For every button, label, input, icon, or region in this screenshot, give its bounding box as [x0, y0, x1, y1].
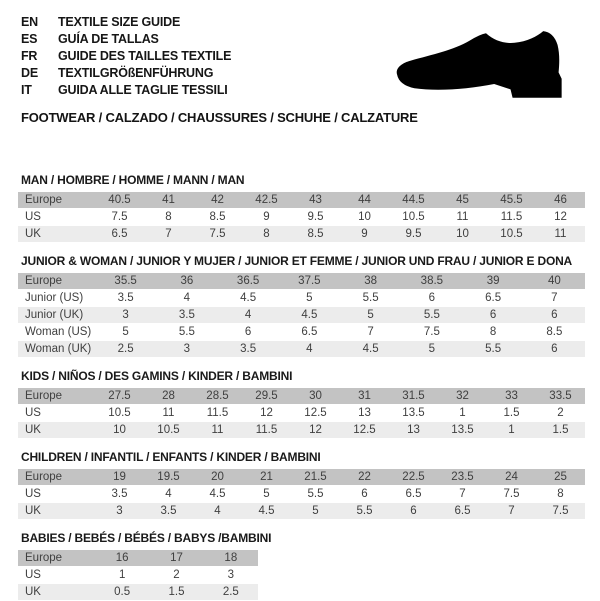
size-value: 22 — [358, 471, 371, 483]
size-value: 4.5 — [240, 292, 257, 304]
size-table-man — [18, 192, 585, 243]
size-table-babies — [18, 550, 258, 601]
size-value: 4.5 — [209, 488, 226, 500]
size-value: 1.5 — [503, 407, 520, 419]
size-value: 1 — [459, 407, 466, 419]
size-value: 45.5 — [500, 194, 523, 206]
size-value: 18 — [224, 552, 238, 564]
size-section-kids — [18, 370, 585, 439]
size-value: 28.5 — [206, 390, 229, 402]
size-value: 5 — [367, 309, 374, 321]
size-table-row — [18, 503, 585, 520]
size-value: 21 — [260, 471, 273, 483]
size-value: 12 — [554, 211, 567, 223]
row-label: US — [25, 488, 41, 500]
size-value: 6 — [244, 326, 252, 338]
size-value: 13.5 — [451, 424, 474, 436]
language-code: ES — [21, 31, 38, 46]
size-value: 2.5 — [222, 586, 239, 598]
size-value: 24 — [505, 471, 518, 483]
size-value: 1 — [508, 424, 515, 436]
size-value: 8 — [165, 211, 172, 223]
size-value: 29.5 — [255, 390, 278, 402]
size-value: 3 — [116, 505, 123, 517]
size-value: 3.5 — [111, 488, 128, 500]
size-value: 11 — [456, 211, 469, 223]
language-code: FR — [21, 48, 38, 63]
size-value: 38.5 — [420, 275, 444, 287]
size-value: 35.5 — [114, 275, 137, 287]
size-table-row — [18, 550, 258, 567]
row-label: Europe — [25, 275, 63, 287]
size-value: 10.5 — [500, 228, 523, 240]
size-table-row — [18, 405, 585, 422]
size-value: 37.5 — [298, 275, 321, 287]
size-value: 7.5 — [552, 505, 569, 517]
size-value: 11.5 — [255, 424, 278, 436]
size-value: 6 — [428, 292, 436, 304]
size-value: 7 — [459, 488, 466, 500]
size-value: 4 — [306, 343, 313, 355]
size-value: 5.5 — [178, 326, 195, 338]
size-value: 8 — [263, 228, 270, 240]
size-value: 19 — [113, 471, 126, 483]
size-value: 25 — [554, 471, 567, 483]
size-value: 6 — [551, 309, 558, 321]
size-value: 4.5 — [258, 505, 275, 517]
size-table-row — [18, 192, 585, 209]
size-value: 33.5 — [549, 390, 572, 402]
size-value: 23.5 — [451, 471, 474, 483]
size-value: 3 — [183, 343, 191, 355]
size-section-man — [18, 174, 585, 243]
size-value: 1.5 — [168, 586, 185, 598]
size-table-junior-woman — [18, 273, 585, 358]
size-value: 44 — [358, 194, 371, 206]
size-value: 5.5 — [423, 309, 440, 321]
size-value: 8 — [557, 488, 564, 500]
size-value: 7 — [367, 326, 374, 338]
row-label: Junior (US) — [25, 292, 84, 304]
row-label: UK — [25, 505, 41, 517]
size-value: 42 — [211, 194, 224, 206]
size-value: 46 — [554, 194, 567, 206]
category-line: FOOTWEAR / CALZADO / CHAUSSURES / SCHUHE / CALZATURE — [21, 110, 418, 125]
size-value: 16 — [115, 552, 129, 564]
size-value: 3.5 — [240, 343, 257, 355]
size-value: 5 — [263, 488, 270, 500]
size-value: 10 — [456, 228, 469, 240]
size-value: 6.5 — [454, 505, 471, 517]
size-value: 32 — [456, 390, 469, 402]
size-table-row — [18, 341, 585, 358]
size-value: 30 — [309, 390, 322, 402]
size-table-row — [18, 273, 585, 290]
size-value: 3.5 — [178, 309, 195, 321]
shoe-icon-path — [397, 31, 562, 98]
size-value: 8.5 — [209, 211, 226, 223]
size-value: 7 — [165, 228, 172, 240]
size-section-children — [18, 451, 585, 520]
size-table-row — [18, 584, 258, 601]
size-value: 11 — [554, 228, 567, 240]
size-table-row — [18, 290, 585, 307]
section-title-junior-woman: JUNIOR & WOMAN / JUNIOR Y MUJER / JUNIOR ET FEMME / JUNIOR UND FRAU / JUNIOR E DONA — [21, 254, 573, 268]
size-value: 21.5 — [304, 471, 327, 483]
size-value: 5.5 — [356, 505, 373, 517]
language-code: IT — [21, 82, 32, 97]
shoe-icon-svg — [394, 28, 578, 102]
size-value: 40 — [547, 275, 561, 287]
size-value: 5 — [312, 505, 319, 517]
size-value: 11 — [211, 424, 224, 436]
size-value: 1.5 — [552, 424, 569, 436]
size-value: 7.5 — [111, 211, 128, 223]
row-label: Woman (UK) — [25, 343, 92, 355]
size-value: 12.5 — [353, 424, 376, 436]
size-table-children — [18, 469, 585, 520]
size-table-row — [18, 307, 585, 324]
row-label: US — [25, 569, 41, 581]
size-table-row — [18, 486, 585, 503]
size-value: 20 — [211, 471, 224, 483]
size-value: 9.5 — [405, 228, 422, 240]
row-label: US — [25, 407, 41, 419]
row-label: Europe — [25, 390, 63, 402]
language-guide-label: TEXTILE SIZE GUIDE — [58, 14, 181, 29]
size-table-row — [18, 422, 585, 439]
language-code: EN — [21, 14, 38, 29]
size-value: 6 — [410, 505, 417, 517]
size-value: 3.5 — [117, 292, 134, 304]
size-value: 45 — [456, 194, 469, 206]
size-value: 6 — [489, 309, 497, 321]
size-value: 7.5 — [209, 228, 226, 240]
size-table-kids — [18, 388, 585, 439]
size-table-row — [18, 226, 585, 243]
row-label: Europe — [25, 471, 63, 483]
size-value: 27.5 — [108, 390, 131, 402]
size-value: 36 — [180, 275, 194, 287]
size-sections — [18, 174, 585, 601]
size-value: 8.5 — [307, 228, 324, 240]
size-value: 9.5 — [307, 211, 324, 223]
size-value: 8.5 — [546, 326, 563, 338]
size-value: 12 — [309, 424, 322, 436]
size-value: 7 — [508, 505, 515, 517]
size-value: 10 — [358, 211, 371, 223]
shoe-icon — [394, 28, 578, 102]
size-table-row — [18, 209, 585, 226]
size-value: 3 — [122, 309, 129, 321]
row-label: Europe — [25, 552, 63, 564]
row-label: UK — [25, 424, 41, 436]
size-value: 4 — [214, 505, 221, 517]
size-value: 28 — [162, 390, 175, 402]
language-guide-label: GUÍA DE TALLAS — [58, 31, 159, 46]
size-value: 13 — [407, 424, 420, 436]
size-value: 42.5 — [255, 194, 278, 206]
size-section-junior-woman — [18, 255, 585, 358]
row-label: Europe — [25, 194, 63, 206]
language-guide-label: GUIDE DES TAILLES TEXTILE — [58, 48, 232, 63]
size-value: 43 — [309, 194, 322, 206]
section-title-babies: BABIES / BEBÉS / BÉBÉS / BABYS /BAMBINI — [21, 531, 272, 545]
size-value: 8 — [489, 326, 497, 338]
size-value: 13 — [358, 407, 371, 419]
size-section-babies — [18, 532, 585, 601]
size-value: 4 — [183, 292, 191, 304]
size-value: 39 — [486, 275, 500, 287]
size-value: 1 — [118, 569, 126, 581]
size-value: 31 — [358, 390, 371, 402]
size-value: 4 — [165, 488, 172, 500]
size-value: 7 — [551, 292, 558, 304]
size-value: 6.5 — [111, 228, 128, 240]
row-label: Junior (UK) — [25, 309, 84, 321]
size-value: 5.5 — [485, 343, 502, 355]
size-table-row — [18, 324, 585, 341]
size-value: 5 — [122, 326, 129, 338]
size-value: 0.5 — [114, 586, 131, 598]
size-value: 10.5 — [402, 211, 425, 223]
size-value: 7.5 — [503, 488, 520, 500]
size-value: 38 — [364, 275, 378, 287]
section-title-man: MAN / HOMBRE / HOMME / MANN / MAN — [21, 173, 245, 187]
size-value: 41 — [162, 194, 175, 206]
size-value: 40.5 — [108, 194, 131, 206]
row-label: UK — [25, 228, 41, 240]
row-label: UK — [25, 586, 41, 598]
size-value: 11 — [162, 407, 175, 419]
size-value: 22.5 — [402, 471, 425, 483]
size-value: 31.5 — [402, 390, 425, 402]
size-value: 10.5 — [108, 407, 131, 419]
size-value: 12.5 — [304, 407, 327, 419]
size-table-row — [18, 388, 585, 405]
language-code: DE — [21, 65, 38, 80]
size-value: 5.5 — [362, 292, 379, 304]
size-value: 6.5 — [405, 488, 422, 500]
size-value: 9 — [263, 211, 270, 223]
section-title-kids: KIDS / NIÑOS / DES GAMINS / KINDER / BAMBINI — [21, 369, 293, 383]
size-value: 2.5 — [117, 343, 134, 355]
size-value: 19.5 — [157, 471, 180, 483]
size-value: 3 — [227, 569, 235, 581]
size-value: 4 — [244, 309, 252, 321]
size-value: 6.5 — [301, 326, 318, 338]
size-value: 10.5 — [157, 424, 180, 436]
row-label: Woman (US) — [25, 326, 92, 338]
size-table-row — [18, 469, 585, 486]
section-title-children: CHILDREN / INFANTIL / ENFANTS / KINDER / BAMBINI — [21, 450, 321, 464]
size-value: 11.5 — [500, 211, 523, 223]
language-guide-label: TEXTILGRÖßENFÜHRUNG — [58, 65, 214, 80]
size-value: 10 — [113, 424, 126, 436]
size-value: 6 — [551, 343, 558, 355]
size-value: 4.5 — [301, 309, 318, 321]
size-value: 7.5 — [423, 326, 440, 338]
size-value: 2 — [557, 407, 564, 419]
size-value: 4.5 — [362, 343, 379, 355]
size-value: 5 — [428, 343, 436, 355]
size-value: 36.5 — [236, 275, 260, 287]
size-value: 17 — [170, 552, 183, 564]
size-value: 5.5 — [307, 488, 324, 500]
size-value: 11.5 — [206, 407, 229, 419]
size-value: 13.5 — [402, 407, 425, 419]
size-value: 9 — [361, 228, 368, 240]
size-value: 5 — [306, 292, 313, 304]
size-value: 3.5 — [160, 505, 177, 517]
size-value: 2 — [173, 569, 180, 581]
size-value: 33 — [505, 390, 518, 402]
size-value: 44.5 — [402, 194, 425, 206]
size-table-row — [18, 567, 258, 584]
size-value: 6.5 — [485, 292, 502, 304]
language-guide-label: GUIDA ALLE TAGLIE TESSILI — [58, 82, 228, 97]
size-value: 6 — [361, 488, 368, 500]
size-value: 12 — [260, 407, 273, 419]
row-label: US — [25, 211, 41, 223]
